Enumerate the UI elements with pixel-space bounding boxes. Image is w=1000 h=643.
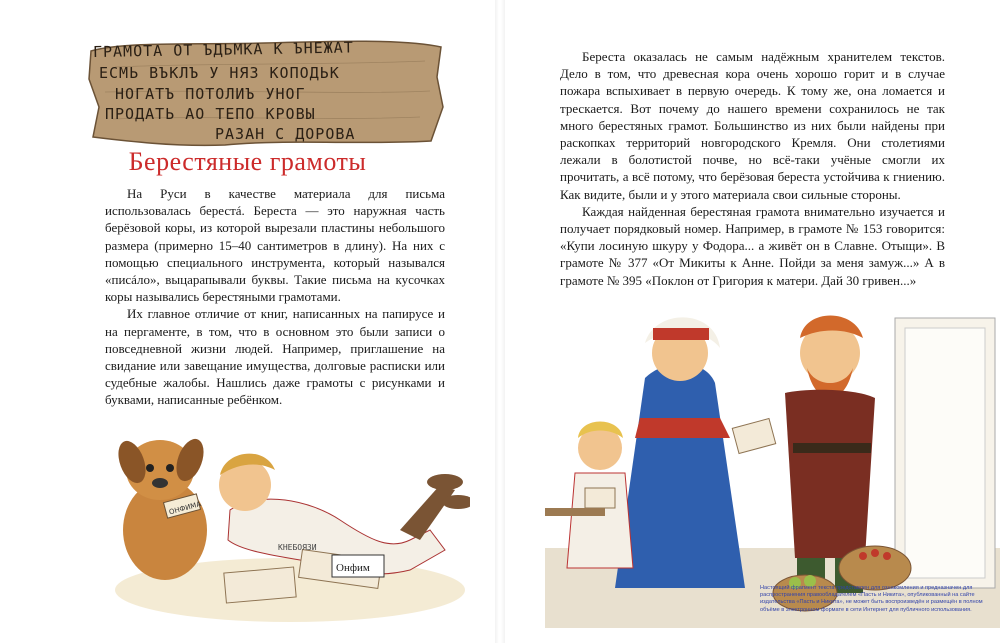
page-title: Берестяные грамоты: [128, 147, 367, 176]
right-page: [505, 0, 1000, 643]
illustration-signature: Онфим: [336, 562, 370, 574]
birch-letter-line: ГРАМОТА ОТ ЪДЬМКА К ЪНЕЖАТ: [92, 38, 354, 61]
left-body-text: [105, 185, 445, 409]
right-body-text: [560, 48, 945, 289]
family-scene-illustration: [545, 298, 1000, 628]
birch-letter-line: ПРОДАТЬ АО ТЕПО КРОВЫ: [105, 105, 316, 123]
paragraph: На Руси в качестве материала для письма использовалась берестá. Береста — это наружная часть берёзовой коры, из которой вырезали пластины небольшого размера (примерно 15–40 сантиметров в длину). На них с помощью специального инструмента, который назывался «писáло», выцарапывали буквы. Такие письма на кусочках коры назывались берестяными грамотами.: [105, 186, 445, 305]
paragraph: Каждая найденная берестяная грамота внимательно изучается и получает порядковый номер. Например, в грамоте № 153 говорится: «Купи лосиную шкуру у Фодора... а живёт он в Славне. Отыщи». В грамоте № 377 «От Микиты к Анне. Пойди за меня замуж...» А в грамоте № 395 «Поклон от Григория к матери. Дай 30 гривен...»: [560, 203, 945, 288]
paragraph: Их главное отличие от книг, написанных на папирусе и на пергаменте, в том, что в основном это были записи о повседневной жизни людей. Например, приглашение на свидание или завещание имущества, долговые расписки или судебные жалобы. Нашлись даже грамоты с рисунками и буквами, написанные ребёнком.: [105, 306, 445, 408]
birch-letter-line: ЕСМЬ ВЪКЛЪ У НЯЗ КОПОДЬК: [99, 64, 340, 82]
left-page: [0, 0, 495, 643]
birch-letter-line: РАЗАН С ДОРОВА: [215, 125, 356, 143]
book-gutter: [495, 0, 505, 643]
birch-letter-line: НОГАТЪ ПОТОЛИЪ УНОГ: [115, 85, 306, 103]
copyright-notice: Настоящий фрагмент текста представлен для ознакомления и предназначен для распространения правообладателем «Пасть и Никита», опубликованный на сайте издательства «Пасть и Никита», не может быть воспроизведён и размещён в полном объёме в электронном формате в сети Интернет для публичного использования.: [760, 585, 983, 613]
bark-writing-text: КНЕБОЯЗИ: [278, 543, 317, 552]
dog-tag-text: ОНФИМА: [168, 500, 203, 517]
paragraph: Береста оказалась не самым надёжным хранителем текстов. Дело в том, что древесная кора очень хорошо горит и в случае пожара вспыхивает в первую очередь. К тому же, она ломается и трескается. Вот почему до нашего времени сохранилось не так много берестяных грамот. Большинство из них были найдены при раскопках территорий новгородского Кремля. Они столетиями лежали в болотистой почве, но всё-таки учёные смогли их прочитать, а всё потому, что берёзовая береста устойчива к гниению. Как видите, были и у этого материала свои сильные стороны.: [560, 49, 945, 202]
boy-and-dog-illustration: [110, 390, 470, 625]
birch-letter-text: [85, 37, 445, 147]
